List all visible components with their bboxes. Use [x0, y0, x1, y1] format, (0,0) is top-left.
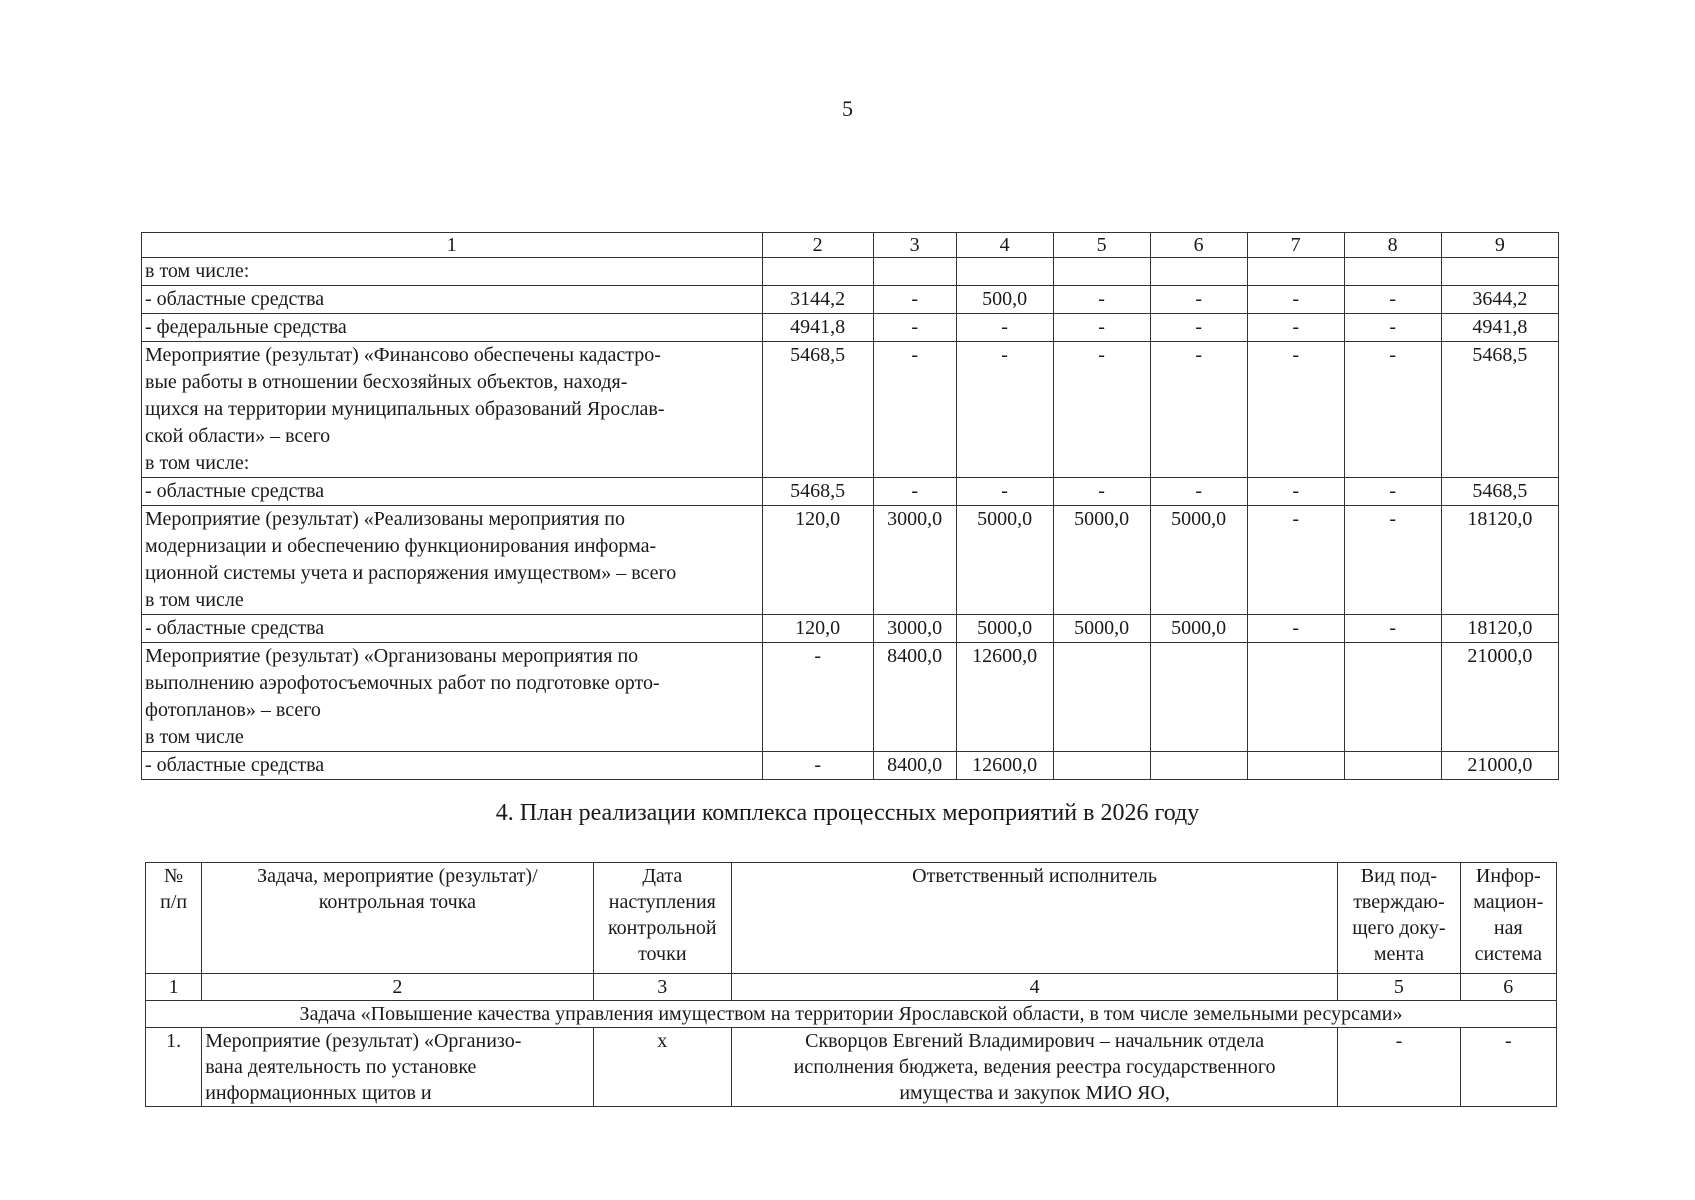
finance-value-cell	[956, 258, 1053, 286]
finance-value-cell: 3144,2	[762, 286, 873, 314]
finance-value-cell: -	[1053, 314, 1150, 342]
finance-value-cell: 5000,0	[1150, 506, 1247, 615]
finance-value-cell	[1344, 643, 1441, 752]
index-cell: 2	[202, 974, 593, 1001]
finance-value-cell: 3000,0	[873, 615, 956, 643]
row-date: х	[593, 1028, 731, 1107]
finance-row	[142, 342, 1559, 478]
finance-value-cell: -	[873, 314, 956, 342]
finance-value-cell: -	[1053, 342, 1150, 478]
finance-row-name: Мероприятие (результат) «Организованы мероприятия по выполнению аэрофотосъемочных работ по подготовке орто- фотопланов» – всего в том числе	[142, 643, 763, 752]
finance-header-cell: 2	[762, 233, 873, 258]
finance-value-cell	[873, 258, 956, 286]
plan-row	[146, 1028, 1557, 1107]
finance-row-name: - областные средства	[142, 478, 763, 506]
finance-value-cell	[1247, 258, 1344, 286]
finance-value-cell	[762, 258, 873, 286]
header-num: № п/п	[146, 863, 202, 974]
row-task: Мероприятие (результат) «Организо- вана деятельность по установке информационных щитов и	[202, 1028, 593, 1107]
finance-value-cell: -	[762, 643, 873, 752]
finance-table	[141, 232, 1559, 780]
finance-header-cell: 8	[1344, 233, 1441, 258]
finance-header-row	[142, 233, 1559, 258]
finance-value-cell	[1344, 752, 1441, 780]
finance-value-cell: 5000,0	[956, 615, 1053, 643]
finance-value-cell	[1247, 752, 1344, 780]
row-info: -	[1460, 1028, 1556, 1107]
finance-value-cell	[1344, 258, 1441, 286]
finance-header-cell: 6	[1150, 233, 1247, 258]
finance-value-cell: 5000,0	[1053, 506, 1150, 615]
finance-header-cell: 1	[142, 233, 763, 258]
plan-task-row	[146, 1001, 1557, 1028]
finance-value-cell: -	[1344, 342, 1441, 478]
finance-value-cell	[1150, 258, 1247, 286]
finance-value-cell: 5468,5	[762, 342, 873, 478]
index-cell: 4	[732, 974, 1338, 1001]
finance-value-cell: -	[1344, 506, 1441, 615]
finance-value-cell: -	[1247, 506, 1344, 615]
finance-header-cell: 4	[956, 233, 1053, 258]
finance-value-cell	[1053, 643, 1150, 752]
header-responsible: Ответственный исполнитель	[732, 863, 1338, 974]
finance-value-cell: -	[1247, 478, 1344, 506]
finance-row	[142, 643, 1559, 752]
finance-value-cell: 500,0	[956, 286, 1053, 314]
finance-value-cell: 3644,2	[1441, 286, 1558, 314]
plan-index-row	[146, 974, 1557, 1001]
finance-value-cell	[1150, 752, 1247, 780]
header-task: Задача, мероприятие (результат)/ контрольная точка	[202, 863, 593, 974]
finance-value-cell: 120,0	[762, 506, 873, 615]
plan-header-row	[146, 863, 1557, 974]
finance-value-cell	[1247, 643, 1344, 752]
finance-value-cell: 120,0	[762, 615, 873, 643]
finance-value-cell	[1053, 752, 1150, 780]
finance-value-cell: 4941,8	[762, 314, 873, 342]
finance-value-cell: 12600,0	[956, 643, 1053, 752]
finance-row	[142, 615, 1559, 643]
finance-value-cell: 18120,0	[1441, 615, 1558, 643]
finance-value-cell: -	[1344, 286, 1441, 314]
finance-row-name: Мероприятие (результат) «Финансово обеспечены кадастро- вые работы в отношении бесхозяйных объектов, находя- щихся на территории муниципальных образований Ярослав- ской области» – всего в том числе:	[142, 342, 763, 478]
header-date: Дата наступления контрольной точки	[593, 863, 731, 974]
finance-value-cell: 8400,0	[873, 643, 956, 752]
finance-header-cell: 7	[1247, 233, 1344, 258]
finance-row-name: Мероприятие (результат) «Реализованы мероприятия по модернизации и обеспечению функционирования информа- ционной системы учета и распоряжения имуществом» – всего в том числе	[142, 506, 763, 615]
header-info: Инфор- мацион- ная система	[1460, 863, 1556, 974]
plan-table	[145, 862, 1557, 1107]
finance-value-cell: -	[873, 478, 956, 506]
row-doc: -	[1338, 1028, 1460, 1107]
finance-value-cell: 5000,0	[1150, 615, 1247, 643]
finance-value-cell: 21000,0	[1441, 752, 1558, 780]
finance-value-cell: -	[1344, 615, 1441, 643]
page-number: 5	[842, 96, 853, 121]
finance-value-cell: -	[873, 342, 956, 478]
task-title: Задача «Повышение качества управления имуществом на территории Ярославской области, в том числе земельными ресурсами»	[146, 1001, 1557, 1028]
finance-value-cell: -	[1247, 314, 1344, 342]
finance-value-cell: 5000,0	[1053, 615, 1150, 643]
index-cell: 3	[593, 974, 731, 1001]
finance-value-cell: -	[762, 752, 873, 780]
finance-row	[142, 258, 1559, 286]
finance-row	[142, 506, 1559, 615]
finance-value-cell	[1441, 258, 1558, 286]
finance-header-cell: 3	[873, 233, 956, 258]
finance-value-cell: -	[1247, 286, 1344, 314]
section-title: 4. План реализации комплекса процессных мероприятий в 2026 году	[495, 800, 1200, 826]
finance-value-cell: 5468,5	[762, 478, 873, 506]
finance-value-cell: -	[1150, 342, 1247, 478]
finance-header-cell: 5	[1053, 233, 1150, 258]
finance-row-name: в том числе:	[142, 258, 763, 286]
index-cell: 5	[1338, 974, 1460, 1001]
finance-row-name: - федеральные средства	[142, 314, 763, 342]
finance-value-cell: -	[1150, 478, 1247, 506]
finance-value-cell: 3000,0	[873, 506, 956, 615]
finance-value-cell: -	[1344, 478, 1441, 506]
finance-value-cell: -	[956, 314, 1053, 342]
finance-value-cell: -	[1150, 286, 1247, 314]
finance-value-cell: 5468,5	[1441, 478, 1558, 506]
finance-value-cell: 4941,8	[1441, 314, 1558, 342]
finance-row-name: - областные средства	[142, 615, 763, 643]
finance-value-cell: -	[873, 286, 956, 314]
finance-value-cell: -	[1053, 286, 1150, 314]
finance-value-cell: 8400,0	[873, 752, 956, 780]
header-doc: Вид под- тверждаю- щего доку- мента	[1338, 863, 1460, 974]
finance-header-cell: 9	[1441, 233, 1558, 258]
finance-value-cell	[1150, 643, 1247, 752]
finance-row	[142, 752, 1559, 780]
finance-value-cell: -	[1247, 615, 1344, 643]
finance-value-cell: 12600,0	[956, 752, 1053, 780]
finance-value-cell: -	[956, 342, 1053, 478]
finance-value-cell: 5000,0	[956, 506, 1053, 615]
finance-value-cell: -	[1053, 478, 1150, 506]
row-responsible: Скворцов Евгений Владимирович – начальник отдела исполнения бюджета, ведения реестра государственного имущества и закупок МИО ЯО,	[732, 1028, 1338, 1107]
finance-row	[142, 314, 1559, 342]
finance-value-cell	[1053, 258, 1150, 286]
finance-value-cell: -	[956, 478, 1053, 506]
finance-value-cell: 18120,0	[1441, 506, 1558, 615]
row-num: 1.	[146, 1028, 202, 1107]
index-cell: 6	[1460, 974, 1556, 1001]
finance-row-name: - областные средства	[142, 752, 763, 780]
finance-value-cell: 5468,5	[1441, 342, 1558, 478]
index-cell: 1	[146, 974, 202, 1001]
finance-row-name: - областные средства	[142, 286, 763, 314]
finance-value-cell: -	[1247, 342, 1344, 478]
finance-value-cell: -	[1150, 314, 1247, 342]
finance-value-cell: 21000,0	[1441, 643, 1558, 752]
finance-row	[142, 286, 1559, 314]
finance-value-cell: -	[1344, 314, 1441, 342]
finance-row	[142, 478, 1559, 506]
